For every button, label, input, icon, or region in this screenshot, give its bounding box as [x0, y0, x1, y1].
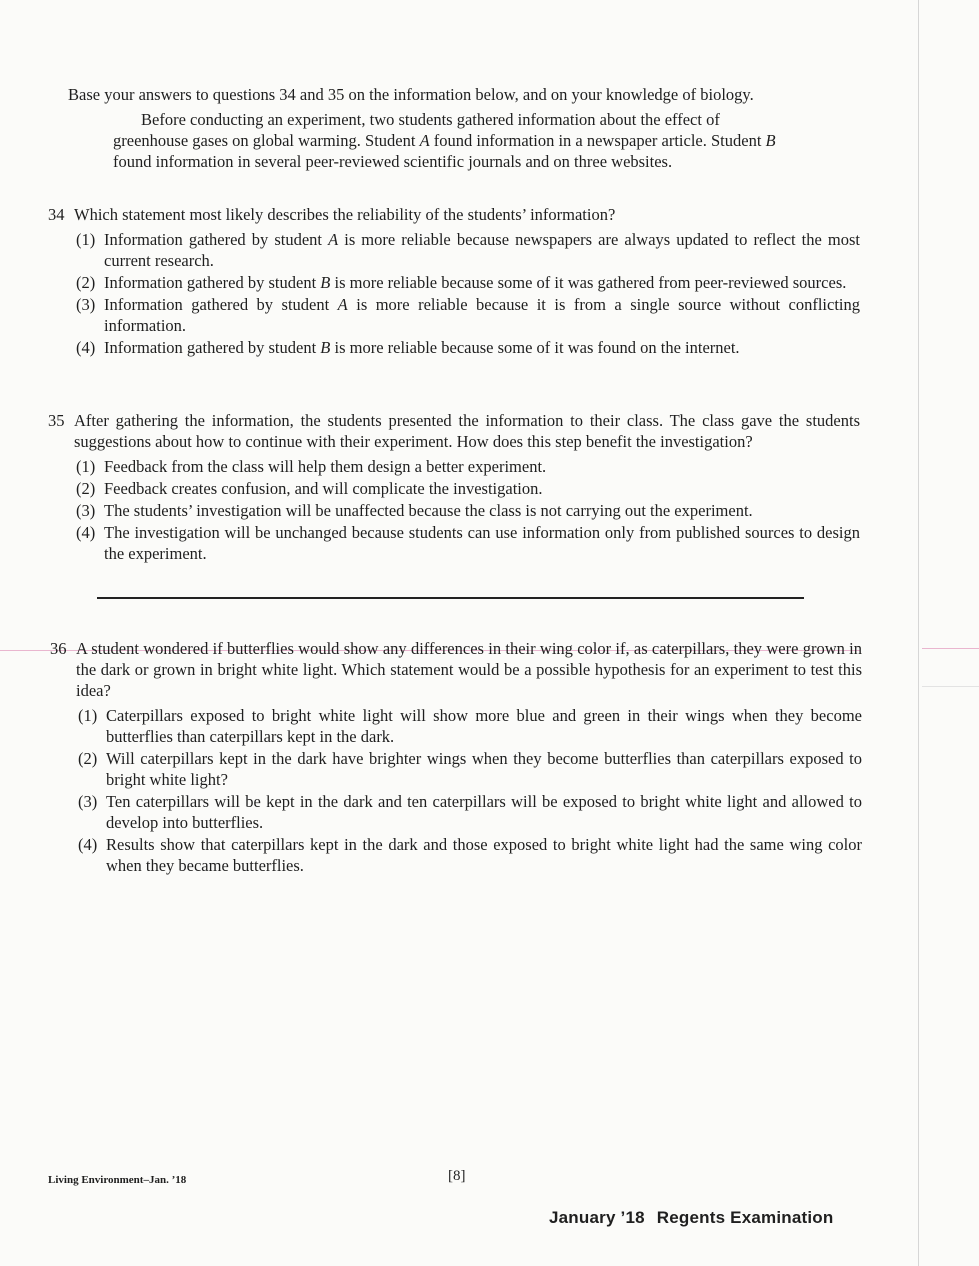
answer-choice-3: (3) Ten caterpillars will be kept in the dark and ten caterpillars will be exposed to bright white light and allowed to develop into butterflies.	[78, 792, 862, 832]
question-35	[48, 410, 860, 565]
answer-choice-2: (2) Will caterpillars kept in the dark have brighter wings when they become butterflies than caterpillars exposed to bright white light?	[78, 749, 862, 789]
answer-choice-1: (1) Caterpillars exposed to bright white light will show more blue and green in their wings when they become butterflies than caterpillars kept in the dark.	[78, 706, 862, 746]
question-stem: After gathering the information, the students presented the information to their class. The class gave the students suggestions about how to continue with their experiment. How does this step benefit the investigation?	[74, 411, 860, 451]
exam-date: January ’18	[549, 1208, 645, 1227]
answer-choice-4: (4) The investigation will be unchanged because students can use information only from published sources to design the experiment.	[76, 523, 860, 563]
answer-choice-3: (3) The students’ investigation will be unaffected because the class is not carrying out the experiment.	[76, 501, 753, 520]
answer-choice-1: (1) Feedback from the class will help them design a better experiment.	[76, 457, 547, 476]
instructions: Base your answers to questions 34 and 35 on the information below, and on your knowledge of biology.	[68, 85, 754, 104]
section-divider	[97, 597, 804, 599]
question-34	[48, 204, 860, 359]
question-number: 35	[48, 411, 65, 430]
answer-choice-2: (2) Information gathered by student B is more reliable because some of it was gathered from peer-reviewed sources.	[76, 273, 847, 292]
exam-name: Regents Examination	[656, 1208, 834, 1227]
question-number: 34	[48, 205, 65, 224]
passage: Before conducting an experiment, two students gathered information about the effect of greenhouse gases on global warming. Student A found information in a newspaper article. Student B found information in several peer-reviewed scientific journals and on three websites.	[113, 110, 776, 171]
answer-choice-1: (1) Information gathered by student A is more reliable because newspapers are always updated to reflect the most current research.	[76, 230, 860, 270]
answer-choice-3: (3) Information gathered by student A is more reliable because it is from a single source without conflicting information.	[76, 295, 860, 335]
answer-choice-4: (4) Results show that caterpillars kept in the dark and those exposed to bright white light had the same wing color when they became butterflies.	[78, 835, 862, 875]
page-edge-line	[918, 0, 919, 1266]
pink-scan-line-right	[922, 648, 979, 649]
question-36	[50, 638, 862, 877]
faint-scan-line	[922, 686, 979, 687]
page-number: [8]	[448, 1168, 466, 1184]
answer-choice-4: (4) Information gathered by student B is more reliable because some of it was found on the internet.	[76, 338, 740, 357]
footer-exam-title	[549, 1208, 833, 1228]
footer-exam-label: Living Environment–Jan. ’18	[48, 1174, 187, 1186]
question-number: 36	[50, 639, 67, 658]
question-stem: Which statement most likely describes the reliability of the students’ information?	[74, 205, 616, 224]
question-stem: A student wondered if butterflies would show any differences in their wing color if, as caterpillars, they were grown in the dark or grown in bright white light. Which statement would be a possible hypothesis for an experiment to test this idea?	[76, 639, 862, 700]
answer-choice-2: (2) Feedback creates confusion, and will complicate the investigation.	[76, 479, 543, 498]
